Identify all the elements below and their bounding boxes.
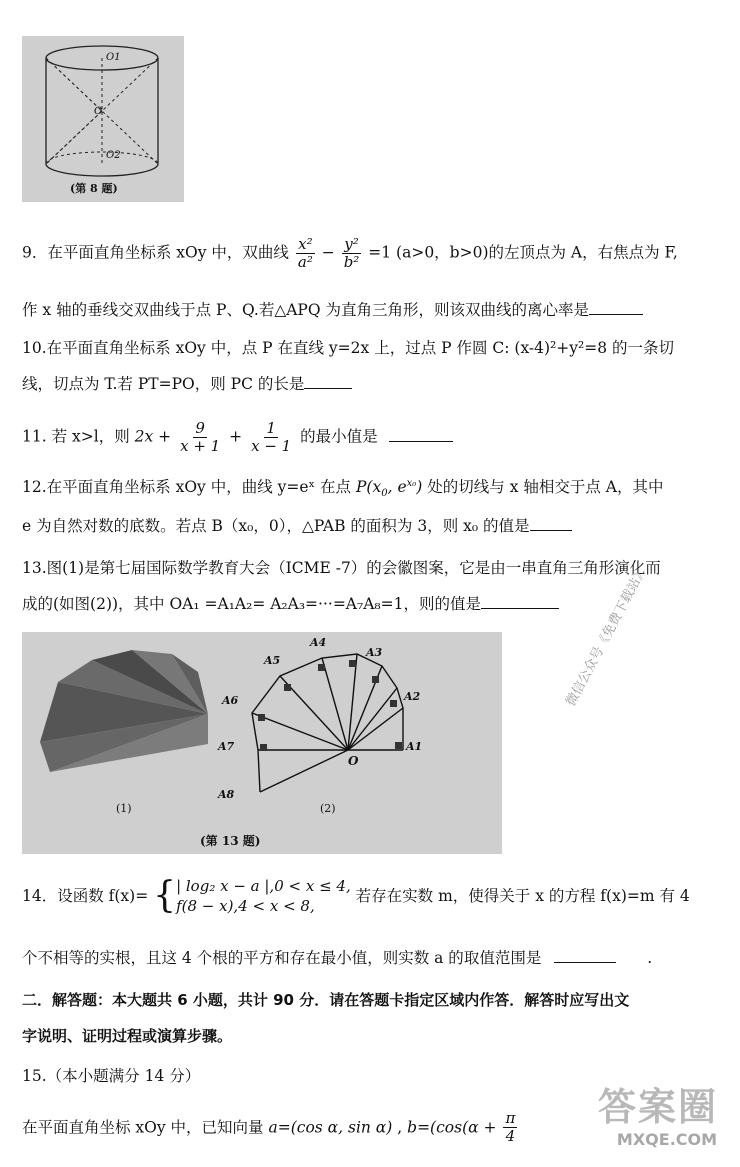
label-a2: A2 <box>404 690 421 703</box>
label-a8: A8 <box>218 788 235 801</box>
side-watermark: 微信公众号《免费下载站》 <box>563 564 651 709</box>
fraction-9: $\frac{9}{x + 1}$ <box>180 419 221 455</box>
label-a6: A6 <box>222 694 239 707</box>
q10-line1: 10.在平面直角坐标系 xOy 中，点 P 在直线 y=2x 上，过点 P 作圆 C: (x-4)²+y²=8 的一条切 <box>22 339 675 357</box>
section2-heading-line2: 字说明、证明过程或演算步骤。 <box>22 1027 233 1045</box>
label-a3: A3 <box>366 646 383 659</box>
cylinder-diagram <box>22 36 184 202</box>
q11: 11. 若 x>l，则 2x + $\frac{9}{x + 1}$ + $\frac{1}{x - 1}$ 的最小值是 <box>22 420 453 455</box>
fraction-1: $\frac{1}{x - 1}$ <box>251 419 292 455</box>
q15-title: 15.（本小题满分 14 分） <box>22 1067 201 1085</box>
label-o: O <box>94 106 103 117</box>
q9-line1: 9．在平面直角坐标系 xOy 中，双曲线 $\frac{\text{x²}}{\text{a²}}$ − $\frac{\text{y²}}{\text{b²}}$ =1 (a>0，b>0)的左顶点为 A，右焦点为 F, <box>22 235 678 271</box>
answer-blank[interactable] <box>589 300 643 315</box>
q12-line2: e 为自然对数的底数。若点 B（x₀，0），△PAB 的面积为 3，则 x₀ 的值是 <box>22 516 572 536</box>
piecewise-function: { | log₂ x − a |,0 < x ≤ 4, f(8 − x),4 < x < 8, <box>153 875 351 916</box>
section2-heading-line1: 二．解答题：本大题共 6 小题，共计 90 分．请在答题卡指定区域内作答．解答时应写出文 <box>22 991 630 1009</box>
figure-8-caption: (第 8 题) <box>70 182 118 195</box>
fraction-y2-b2: $\frac{\text{y²}}{\text{b²}}$ <box>343 235 360 271</box>
q14-line1: 14．设函数 f(x)= { | log₂ x − a |,0 < x ≤ 4, f(8 − x),4 < x < 8, 若存在实数 m，使得关于 x 的方程 f(x)=m 有 4 <box>22 875 690 916</box>
q13-line2: 成的(如图(2))，其中 OA₁ =A₁A₂= A₂A₃=···=A₇A₈=1，则的值是 <box>22 594 559 614</box>
label-origin: O <box>348 754 359 768</box>
corner-watermark: 答案圈 MXQE.COM <box>598 1085 719 1149</box>
label-a1: A1 <box>406 740 423 753</box>
subfigure-2-label: (2) <box>320 802 336 815</box>
icme-logo-figure <box>22 632 502 854</box>
fraction-x2-a2: $\frac{\text{x²}}{\text{a²}}$ <box>297 235 313 271</box>
figure-8 <box>22 36 184 202</box>
label-o2: O2 <box>106 150 121 161</box>
label-a5: A5 <box>264 654 281 667</box>
label-o1: O1 <box>106 52 121 63</box>
q12-line1: 12.在平面直角坐标系 xOy 中，曲线 y=eˣ 在点 $P(x_0$, $e^{x_0}$) 处的切线与 x 轴相交于点 A，其中 <box>22 478 664 500</box>
label-a7: A7 <box>218 740 235 753</box>
answer-blank[interactable] <box>554 948 616 963</box>
q14-line2: 个不相等的实根，且这 4 个根的平方和存在最小值，则实数 a 的取值范围是 . <box>22 949 653 967</box>
answer-blank[interactable] <box>530 516 572 531</box>
label-a4: A4 <box>310 636 327 649</box>
q10-line2: 线，切点为 T.若 PT=PO，则 PC 的长是 <box>22 374 352 394</box>
q13-line1: 13.图(1)是第七届国际数学教育大会（ICME -7）的会徽图案，它是由一串直角三角形演化而 <box>22 559 661 577</box>
q9-line2: 作 x 轴的垂线交双曲线于点 P、Q.若△APQ 为直角三角形，则该双曲线的离心率是 <box>22 300 643 320</box>
subfigure-1-label: (1) <box>116 802 132 815</box>
figure-13-caption: (第 13 题) <box>200 834 261 848</box>
q15-body: 在平面直角坐标 xOy 中，已知向量 a=(cos α, sin α) , b=(cos(α + $\frac{\pi}{4}$ <box>22 1109 516 1145</box>
point-p-expr: $P(x_0$, $e^{x_0}$) <box>356 478 423 500</box>
answer-blank[interactable] <box>389 427 453 442</box>
answer-blank[interactable] <box>481 594 559 609</box>
answer-blank[interactable] <box>304 374 352 389</box>
fraction-pi-4: $\frac{\pi}{4}$ <box>505 1109 516 1145</box>
figure-13 <box>22 632 502 854</box>
